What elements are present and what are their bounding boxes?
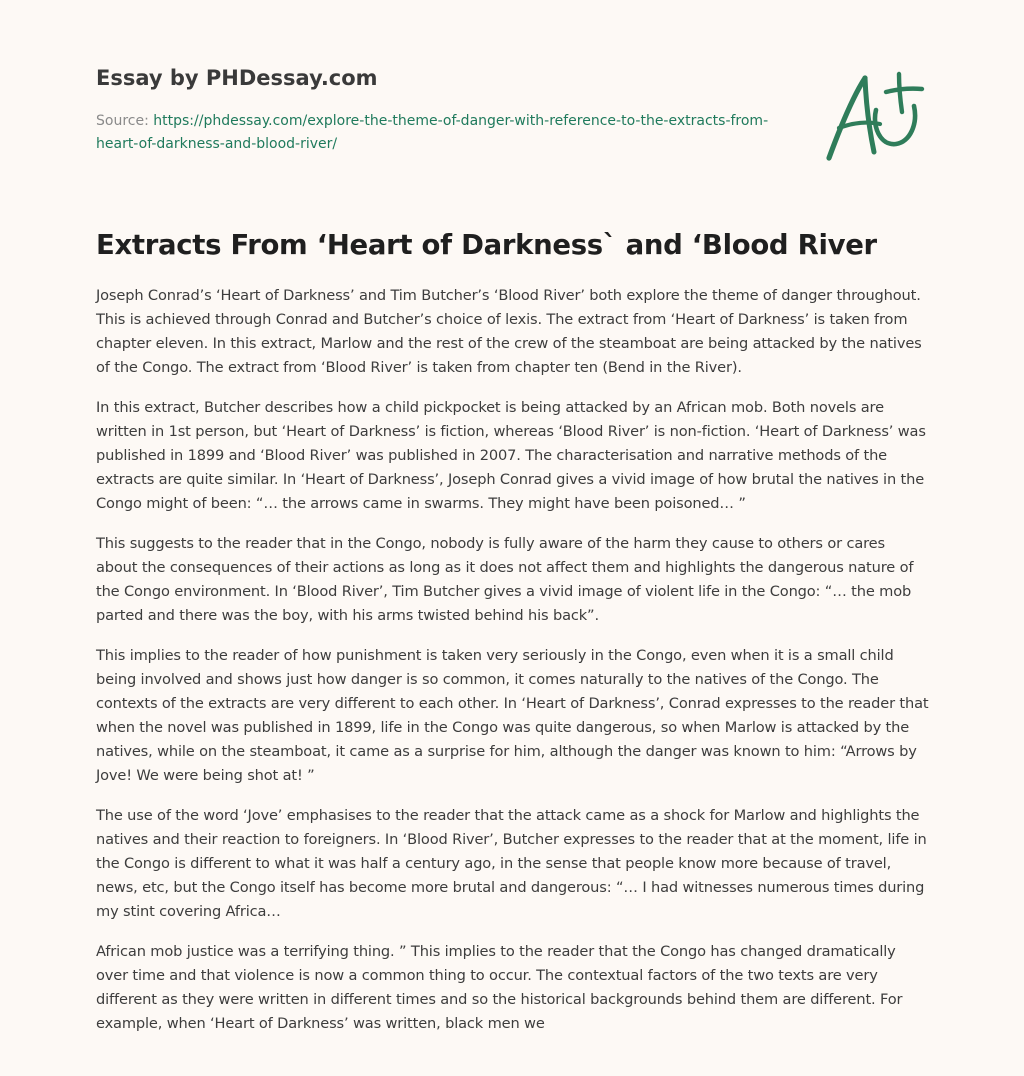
- essay-body: [96, 284, 930, 1052]
- essay-paragraph: This suggests to the reader that in the Congo, nobody is fully aware of the harm they cause to others or cares about the consequences of their actions as long as it does not affect them and highlights the dangerous nature of the Congo environment. In ‘Blood River’, Tim Butcher gives a vivid image of violent life in the Congo: “… the mob parted and there was the boy, with his arms twisted behind his back”.: [96, 535, 914, 624]
- essay-paragraph: Joseph Conrad’s ‘Heart of Darkness’ and Tim Butcher’s ‘Blood River’ both explore the theme of danger throughout. This is achieved through Conrad and Butcher’s choice of lexis. The extract from ‘Heart of Darkness’ is taken from chapter eleven. In this extract, Marlow and the rest of the crew of the steamboat are being attacked by the natives of the Congo. The extract from ‘Blood River’ is taken from chapter ten (Bend in the River).: [96, 287, 922, 376]
- site-name: Essay by PHDessay.com: [96, 66, 378, 90]
- source-label: Source:: [96, 113, 149, 129]
- essay-title: Extracts From ‘Heart of Darkness` and ‘Blood River: [96, 229, 877, 261]
- page-header: [96, 62, 796, 156]
- source-line: [96, 110, 796, 156]
- essay-paragraph: In this extract, Butcher describes how a child pickpocket is being attacked by an African mob. Both novels are written in 1st person, but ‘Heart of Darkness’ is fiction, whereas ‘Blood River’ is non-fiction. ‘Heart of Darkness’ was published in 1899 and ‘Blood River’ was published in 2007. The characterisation and narrative methods of the extracts are quite similar. In ‘Heart of Darkness’, Joseph Conrad gives a vivid image of how brutal the natives in the Congo might of been: “… the arrows came in swarms. They might have been poisoned… ”: [96, 399, 926, 512]
- essay-paragraph: This implies to the reader of how punishment is taken very seriously in the Congo, even when it is a small child being involved and shows just how danger is so common, it comes naturally to the natives of the Congo. The contexts of the extracts are very different to each other. In ‘Heart of Darkness’, Conrad expresses to the reader that when the novel was published in 1899, life in the Congo was quite dangerous, so when Marlow is attacked by the natives, while on the steamboat, it came as a surprise for him, although the danger was known to him: “Arrows by Jove! We were being shot at! ”: [96, 647, 929, 784]
- a-plus-logo-icon: [822, 66, 930, 166]
- source-link[interactable]: https://phdessay.com/explore-the-theme-of-danger-with-reference-to-the-extracts-from-heart-of-darkness-and-blood-river/: [96, 113, 769, 152]
- essay-paragraph: The use of the word ‘Jove’ emphasises to the reader that the attack came as a shock for Marlow and highlights the natives and their reaction to foreigners. In ‘Blood River’, Butcher expresses to the reader that at the moment, life in the Congo is different to what it was half a century ago, in the sense that people know more because of travel, news, etc, but the Congo itself has become more brutal and dangerous: “… I had witnesses numerous times during my stint covering Africa…: [96, 807, 927, 920]
- essay-paragraph: African mob justice was a terrifying thing. ” This implies to the reader that the Congo has changed dramatically over time and that violence is now a common thing to occur. The contextual factors of the two texts are very different as they were written in different times and so the historical backgrounds behind them are different. For example, when ‘Heart of Darkness’ was written, black men we: [96, 943, 903, 1032]
